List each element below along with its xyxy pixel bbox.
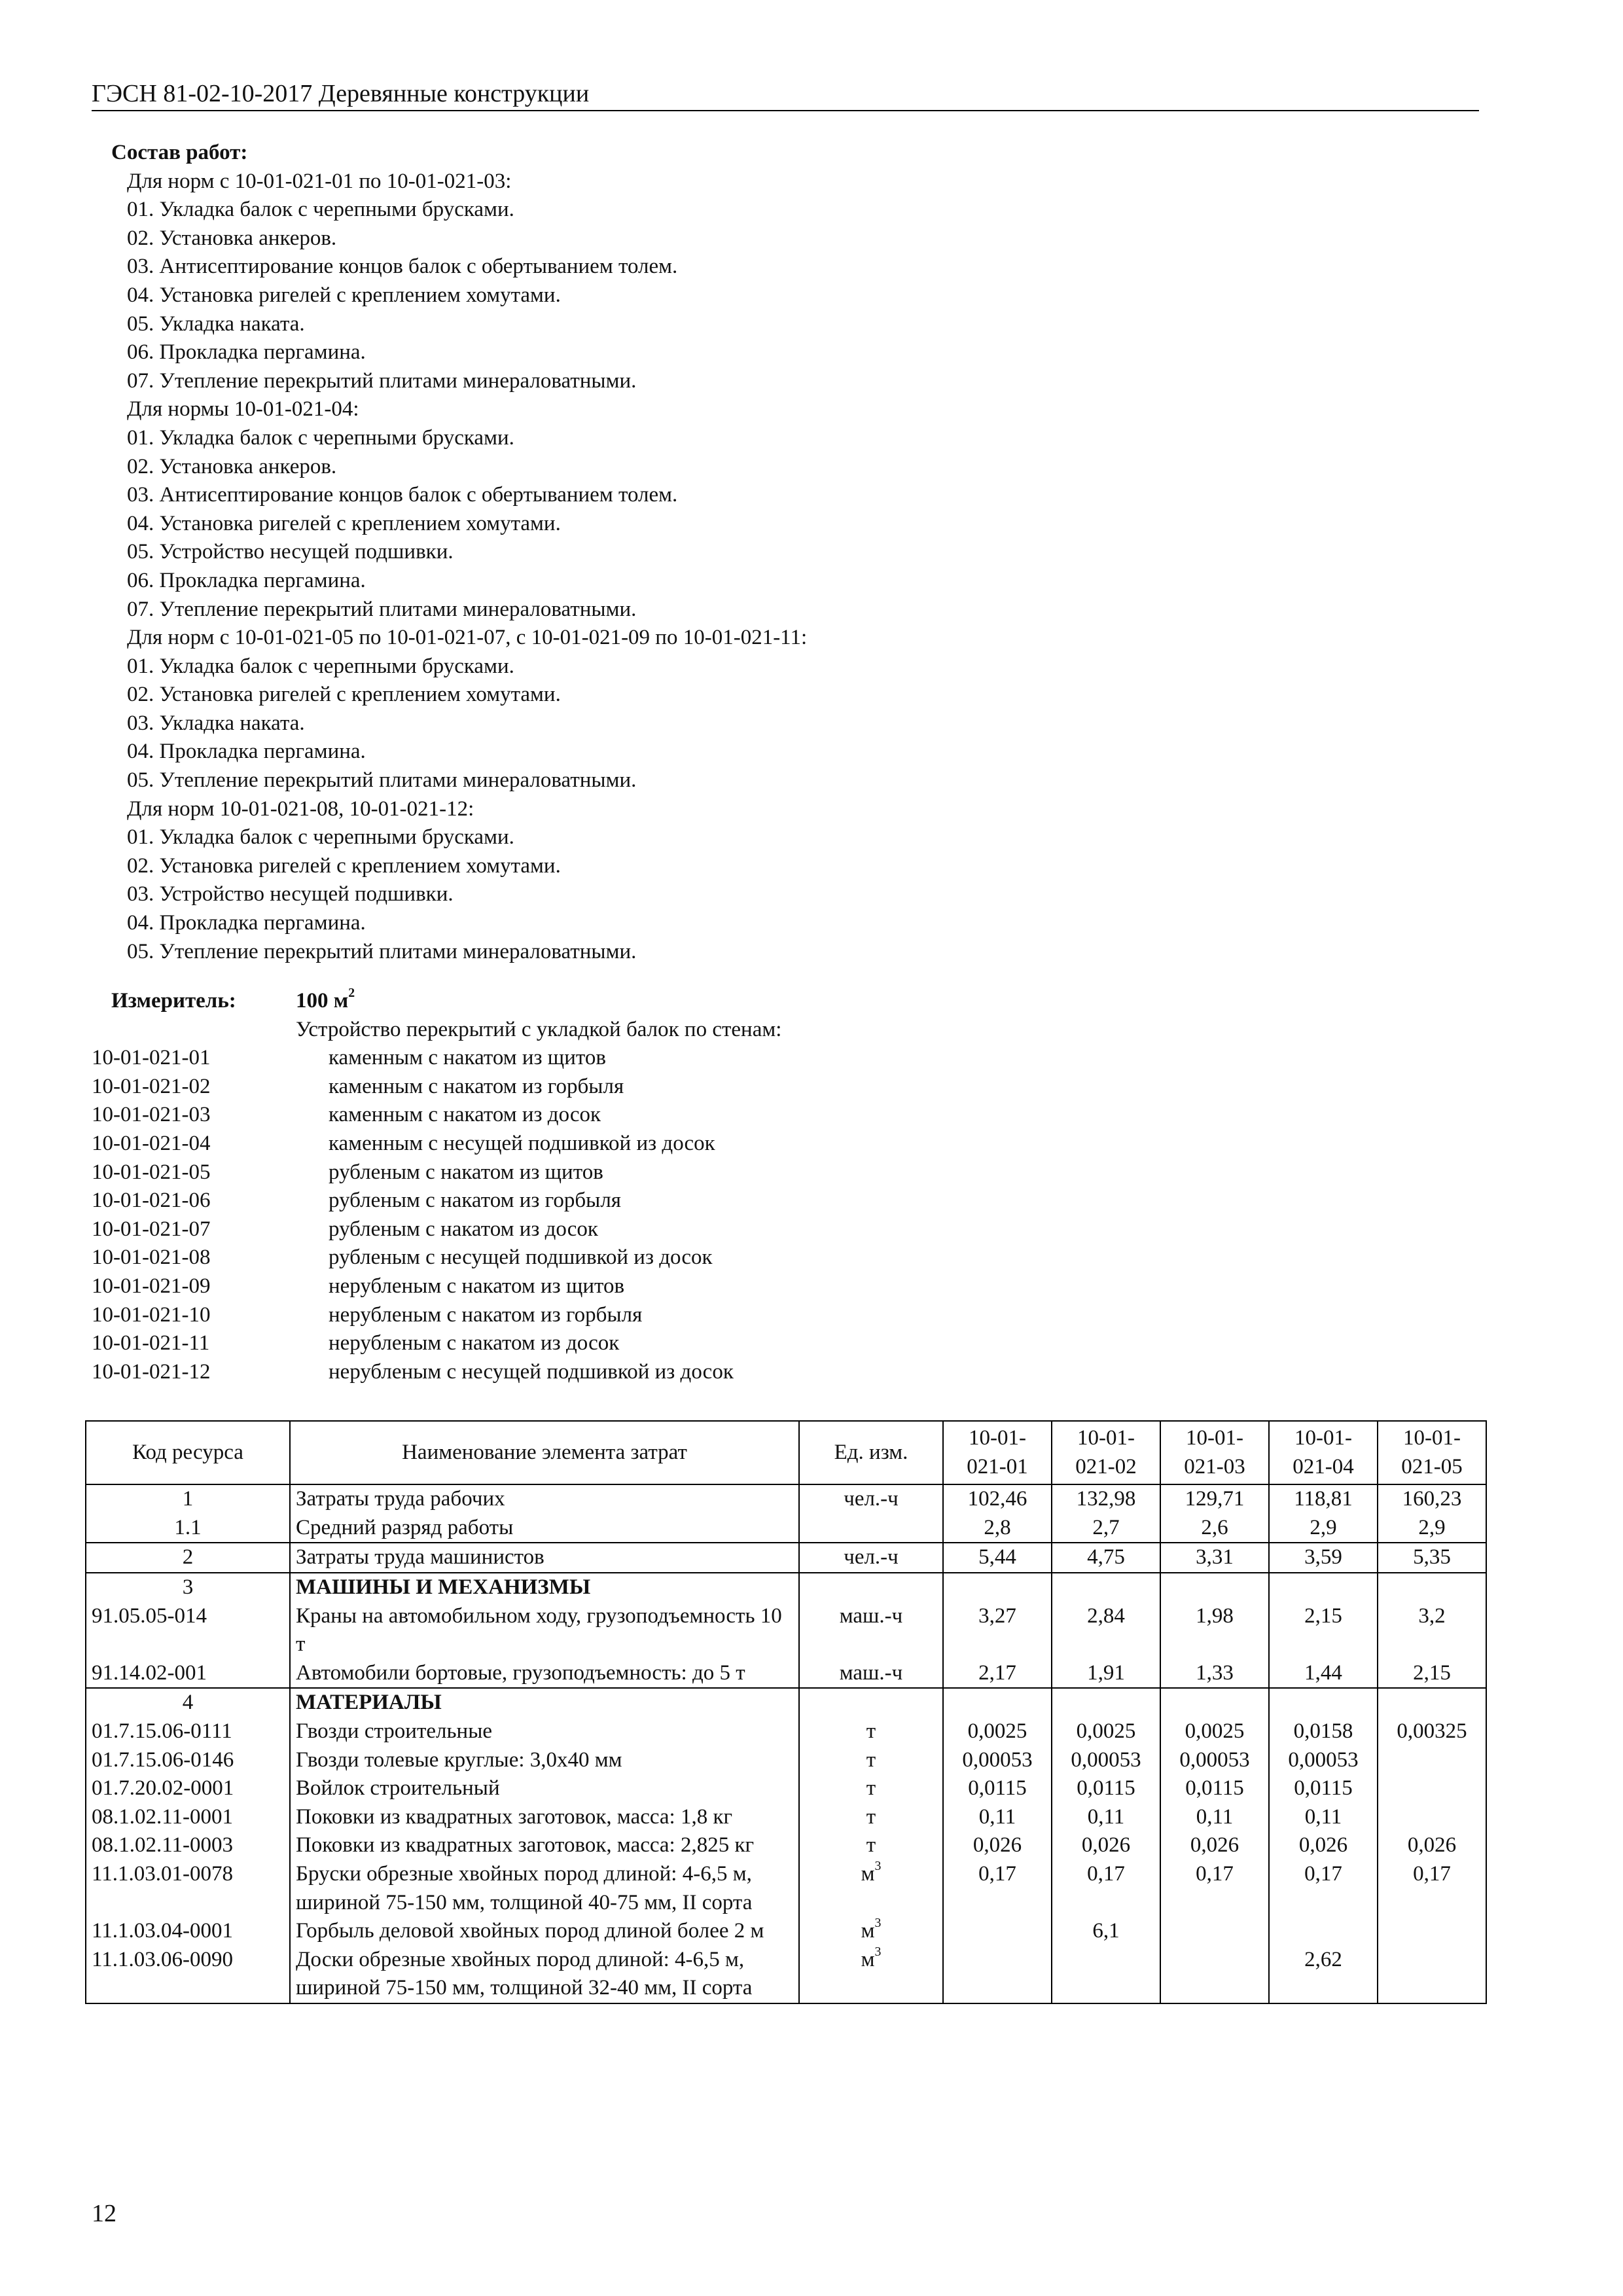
norm-code: 10-01-021-05 [92, 1160, 211, 1184]
norm-code: 10-01-021-12 [92, 1359, 211, 1384]
norm-value: 0,0115 [943, 1774, 1052, 1803]
norm-value: 0,026 [1052, 1831, 1160, 1860]
norm-value: 160,23 [1378, 1484, 1486, 1514]
norm-value: 2,8 [943, 1514, 1052, 1543]
norm-item [92, 1073, 781, 1102]
table-row [86, 1717, 1486, 1746]
measure-intro-row [92, 1016, 781, 1045]
norm-value: 2,62 [1269, 1946, 1378, 2003]
resource-name: Бруски обрезные хвойных пород длиной: 4-6,5 м, шириной 75-150 мм, толщиной 40-75 мм, II сорта [290, 1860, 799, 1917]
norm-description: каменным с накатом из досок [329, 1103, 601, 1127]
norm-value: 129,71 [1160, 1484, 1269, 1514]
work-line: 04. Прокладка пергамина. [127, 740, 366, 764]
header-norm-1: 10-01- 021-01 [943, 1421, 1052, 1484]
resource-name: Поковки из квадратных заготовок, масса: 2,825 кг [290, 1831, 799, 1860]
resource-unit: чел.-ч [799, 1484, 943, 1514]
work-line: 02. Установка ригелей с креплением хомутами. [127, 683, 561, 707]
norm-value [943, 1917, 1052, 1946]
table-header-row [86, 1421, 1486, 1484]
norm-value [943, 1688, 1052, 1717]
norm-value: 2,9 [1378, 1514, 1486, 1543]
norm-value: 5,35 [1378, 1543, 1486, 1573]
norm-value: 0,0025 [1052, 1717, 1160, 1746]
norm-value: 0,17 [1269, 1860, 1378, 1917]
table-row [86, 1860, 1486, 1917]
table-row [86, 1917, 1486, 1946]
work-line: 04. Установка ригелей с креплением хомутами. [127, 511, 561, 535]
resource-name: Поковки из квадратных заготовок, масса: 1,8 кг [290, 1803, 799, 1832]
norm-code: 10-01-021-09 [92, 1274, 211, 1298]
resource-unit [799, 1573, 943, 1602]
table-row [86, 1514, 1486, 1543]
norm-value: 3,59 [1269, 1543, 1378, 1573]
norm-value [1052, 1573, 1160, 1602]
resource-unit: чел.-ч [799, 1543, 943, 1573]
resource-code: 91.14.02-001 [86, 1659, 290, 1689]
norm-item [92, 1272, 781, 1301]
norm-value: 1,44 [1269, 1659, 1378, 1689]
norm-value [1378, 1746, 1486, 1775]
work-line: 05. Укладка наката. [127, 312, 305, 336]
table-row [86, 1746, 1486, 1775]
resource-name: Затраты труда машинистов [290, 1543, 799, 1573]
norm-value: 2,7 [1052, 1514, 1160, 1543]
table-row [86, 1543, 1486, 1573]
resource-name: МАШИНЫ И МЕХАНИЗМЫ [290, 1573, 799, 1602]
work-line: 03. Укладка наката. [127, 711, 305, 735]
norm-value: 0,11 [943, 1803, 1052, 1832]
norm-item [92, 1130, 781, 1158]
norm-description: рубленым с накатом из щитов [329, 1160, 603, 1184]
resource-unit: $м^3$ [799, 1946, 943, 2003]
table-row [86, 1573, 1486, 1602]
work-line: 03. Антисептирование концов балок с обертыванием толем. [127, 483, 678, 507]
resource-name: Затраты труда рабочих [290, 1484, 799, 1514]
norm-value: 0,0115 [1052, 1774, 1160, 1803]
norm-value: 2,15 [1378, 1659, 1486, 1689]
work-line: 06. Прокладка пергамина. [127, 340, 366, 365]
norm-value [1378, 1946, 1486, 2003]
norm-description: рубленым с накатом из горбыля [329, 1189, 621, 1213]
norm-code: 10-01-021-03 [92, 1103, 211, 1127]
header-norm-3: 10-01- 021-03 [1160, 1421, 1269, 1484]
work-line: 04. Установка ригелей с креплением хомутами. [127, 283, 561, 307]
resource-unit: т [799, 1803, 943, 1832]
resource-name: Средний разряд работы [290, 1514, 799, 1543]
resource-name: МАТЕРИАЛЫ [290, 1688, 799, 1717]
norm-item [92, 1301, 781, 1330]
resource-code: 11.1.03.06-0090 [86, 1946, 290, 2003]
norm-item [92, 1358, 781, 1387]
page-header [92, 77, 1479, 111]
norm-value: 0,0115 [1160, 1774, 1269, 1803]
work-line: 07. Утепление перекрытий плитами минераловатными. [127, 597, 637, 621]
resource-unit: т [799, 1717, 943, 1746]
resource-code: 2 [86, 1543, 290, 1573]
norm-value: 0,0025 [1160, 1717, 1269, 1746]
measure-label: Измеритель: [111, 989, 236, 1013]
table-row [86, 1774, 1486, 1803]
header-unit: Ед. изм. [799, 1421, 943, 1484]
resource-code: 1 [86, 1484, 290, 1514]
norm-value: 0,0115 [1269, 1774, 1378, 1803]
norm-value: 2,15 [1269, 1602, 1378, 1659]
norm-value: 0,00053 [1052, 1746, 1160, 1775]
norm-value: 0,00053 [1269, 1746, 1378, 1775]
resource-name: Автомобили бортовые, грузоподъемность: до 5 т [290, 1659, 799, 1689]
norm-value: 0,026 [1269, 1831, 1378, 1860]
resource-name: Доски обрезные хвойных пород длиной: 4-6,5 м, шириной 75-150 мм, толщиной 32-40 мм, II сорта [290, 1946, 799, 2003]
norm-value: 0,0158 [1269, 1717, 1378, 1746]
norm-item [92, 1044, 781, 1073]
work-line: Для норм с 10-01-021-05 по 10-01-021-07, с 10-01-021-09 по 10-01-021-11: [127, 626, 808, 650]
norm-description: нерубленым с накатом из щитов [329, 1274, 625, 1298]
work-composition-title: Состав работ: [111, 141, 248, 164]
norm-value: 0,00053 [1160, 1746, 1269, 1775]
resource-unit [799, 1688, 943, 1717]
norm-value: 0,17 [1052, 1860, 1160, 1917]
resource-name: Горбыль деловой хвойных пород длиной более 2 м [290, 1917, 799, 1946]
table-row [86, 1484, 1486, 1514]
work-composition [111, 139, 807, 966]
norm-value [1269, 1573, 1378, 1602]
page-number: 12 [92, 2200, 116, 2227]
norm-description: нерубленым с накатом из досок [329, 1331, 620, 1355]
resource-code: 01.7.15.06-0111 [86, 1717, 290, 1746]
norm-value [1160, 1917, 1269, 1946]
work-line: 02. Установка анкеров. [127, 454, 337, 478]
resource-code: 11.1.03.01-0078 [86, 1860, 290, 1917]
norm-code: 10-01-021-07 [92, 1217, 211, 1241]
table-row [86, 1659, 1486, 1689]
norm-value: 102,46 [943, 1484, 1052, 1514]
norm-value: 132,98 [1052, 1484, 1160, 1514]
norm-value [1160, 1946, 1269, 2003]
work-line: 03. Устройство несущей подшивки. [127, 882, 454, 906]
norm-code: 10-01-021-01 [92, 1046, 211, 1070]
norm-value: 2,17 [943, 1659, 1052, 1689]
measure-section [92, 987, 781, 1386]
resource-unit: $м^3$ [799, 1917, 943, 1946]
work-line: 04. Прокладка пергамина. [127, 911, 366, 935]
norm-value: 1,98 [1160, 1602, 1269, 1659]
norm-value: 0,00053 [943, 1746, 1052, 1775]
norm-value: 0,0025 [943, 1717, 1052, 1746]
measure-intro: Устройство перекрытий с укладкой балок по стенам: [296, 1017, 782, 1041]
norm-value [1269, 1688, 1378, 1717]
norm-value [1160, 1688, 1269, 1717]
work-line: 01. Укладка балок с черепными брусками. [127, 825, 514, 850]
norm-value: 0,026 [943, 1831, 1052, 1860]
work-line: 05. Утепление перекрытий плитами минераловатными. [127, 939, 637, 963]
norm-value: 0,17 [943, 1860, 1052, 1917]
work-line: 01. Укладка балок с черепными брусками. [127, 198, 514, 222]
norm-value: 0,00325 [1378, 1717, 1486, 1746]
norm-value: 0,11 [1160, 1803, 1269, 1832]
header-name: Наименование элемента затрат [290, 1421, 799, 1484]
norm-item [92, 1215, 781, 1244]
norm-description: нерубленым с накатом из горбыля [329, 1302, 643, 1327]
norm-value: 5,44 [943, 1543, 1052, 1573]
norm-value [1378, 1688, 1486, 1717]
norm-item [92, 1187, 781, 1215]
work-line: 06. Прокладка пергамина. [127, 568, 366, 592]
norm-value: 2,84 [1052, 1602, 1160, 1659]
resource-unit: т [799, 1774, 943, 1803]
resource-unit [799, 1514, 943, 1543]
resource-code: 1.1 [86, 1514, 290, 1543]
work-line: 01. Укладка балок с черепными брусками. [127, 654, 514, 678]
norm-description: каменным с накатом из горбыля [329, 1074, 624, 1098]
header-norm-2: 10-01- 021-02 [1052, 1421, 1160, 1484]
norm-code: 10-01-021-02 [92, 1074, 211, 1098]
norm-value [1378, 1803, 1486, 1832]
resource-code: 11.1.03.04-0001 [86, 1917, 290, 1946]
norm-value: 0,11 [1269, 1803, 1378, 1832]
work-line: 03. Антисептирование концов балок с обертыванием толем. [127, 255, 678, 279]
resource-table [85, 1420, 1487, 2004]
resource-code: 08.1.02.11-0003 [86, 1831, 290, 1860]
norm-value: 0,026 [1160, 1831, 1269, 1860]
header-norm-4: 10-01- 021-04 [1269, 1421, 1378, 1484]
norm-value [943, 1946, 1052, 2003]
norm-value: 6,1 [1052, 1917, 1160, 1946]
norm-value: 3,27 [943, 1602, 1052, 1659]
resource-name: Войлок строительный [290, 1774, 799, 1803]
header-code: Код ресурса [86, 1421, 290, 1484]
norm-value: 0,17 [1378, 1860, 1486, 1917]
table-row [86, 1688, 1486, 1717]
norm-item [92, 1329, 781, 1358]
norm-value: 2,6 [1160, 1514, 1269, 1543]
norm-value [1160, 1573, 1269, 1602]
resource-name: Гвозди строительные [290, 1717, 799, 1746]
norm-value [1378, 1774, 1486, 1803]
resource-code: 01.7.20.02-0001 [86, 1774, 290, 1803]
norm-description: рубленым с накатом из досок [329, 1217, 598, 1241]
norm-description: каменным с несущей подшивкой из досок [329, 1131, 715, 1155]
norm-code: 10-01-021-11 [92, 1331, 210, 1355]
norm-value [943, 1573, 1052, 1602]
norm-item [92, 1101, 781, 1130]
norm-value [1269, 1917, 1378, 1946]
norm-value: 2,9 [1269, 1514, 1378, 1543]
table-row [86, 1946, 1486, 2003]
norm-value: 3,31 [1160, 1543, 1269, 1573]
norm-code: 10-01-021-04 [92, 1131, 211, 1155]
work-line: 05. Устройство несущей подшивки. [127, 540, 454, 564]
norm-item [92, 1244, 781, 1272]
table-row [86, 1831, 1486, 1860]
norm-value: 3,2 [1378, 1602, 1486, 1659]
work-line: 01. Укладка балок с черепными брусками. [127, 425, 514, 450]
norm-description: нерубленым с несущей подшивкой из досок [329, 1359, 734, 1384]
norm-value: 4,75 [1052, 1543, 1160, 1573]
resource-unit: $м^3$ [799, 1860, 943, 1917]
norm-value: 118,81 [1269, 1484, 1378, 1514]
resource-code: 08.1.02.11-0001 [86, 1803, 290, 1832]
norm-value [1052, 1688, 1160, 1717]
table-row [86, 1803, 1486, 1832]
norm-code: 10-01-021-10 [92, 1302, 211, 1327]
work-line: Для норм 10-01-021-08, 10-01-021-12: [127, 797, 474, 821]
work-line: 07. Утепление перекрытий плитами минераловатными. [127, 368, 637, 393]
work-line: 05. Утепление перекрытий плитами минераловатными. [127, 768, 637, 793]
norm-code: 10-01-021-08 [92, 1246, 211, 1270]
resource-name: Краны на автомобильном ходу, грузоподъемность 10 т [290, 1602, 799, 1659]
resource-unit: маш.-ч [799, 1602, 943, 1659]
measure-header-row [92, 987, 781, 1016]
resource-code: 01.7.15.06-0146 [86, 1746, 290, 1775]
resource-unit: т [799, 1746, 943, 1775]
work-line: 02. Установка анкеров. [127, 226, 337, 250]
norm-value: 0,17 [1160, 1860, 1269, 1917]
norm-value [1378, 1917, 1486, 1946]
norm-item [92, 1158, 781, 1187]
resource-unit: т [799, 1831, 943, 1860]
resource-unit: маш.-ч [799, 1659, 943, 1689]
header-norm-5: 10-01- 021-05 [1378, 1421, 1486, 1484]
norm-description: каменным с накатом из щитов [329, 1046, 606, 1070]
norm-value: 1,91 [1052, 1659, 1160, 1689]
document-title: ГЭСН 81-02-10-2017 Деревянные конструкции [92, 80, 590, 107]
norm-value: 0,026 [1378, 1831, 1486, 1860]
norm-value [1052, 1946, 1160, 2003]
resource-code: 3 [86, 1573, 290, 1602]
norm-code: 10-01-021-06 [92, 1189, 211, 1213]
table-row [86, 1602, 1486, 1659]
norm-description: рубленым с несущей подшивкой из досок [329, 1246, 713, 1270]
norm-value: 0,11 [1052, 1803, 1160, 1832]
resource-name: Гвозди толевые круглые: 3,0х40 мм [290, 1746, 799, 1775]
work-line: 02. Установка ригелей с креплением хомутами. [127, 853, 561, 878]
norm-value: 1,33 [1160, 1659, 1269, 1689]
norm-value [1378, 1573, 1486, 1602]
resource-code: 4 [86, 1688, 290, 1717]
measure-unit: 100 $м^2$ [296, 986, 355, 1013]
work-line: Для норм с 10-01-021-01 по 10-01-021-03: [127, 169, 512, 193]
resource-code: 91.05.05-014 [86, 1602, 290, 1659]
work-line: Для нормы 10-01-021-04: [127, 397, 359, 422]
